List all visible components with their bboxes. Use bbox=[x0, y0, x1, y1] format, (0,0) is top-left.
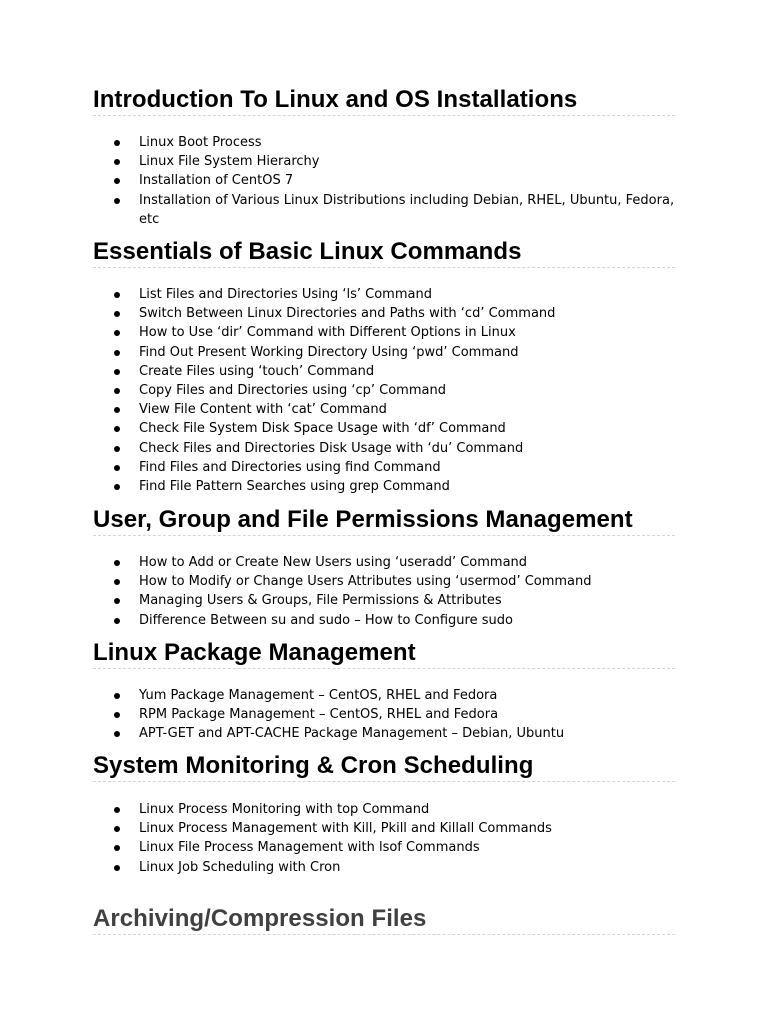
section-heading: System Monitoring & Cron Scheduling bbox=[93, 752, 534, 779]
bullet-list bbox=[93, 686, 675, 744]
bullet-icon bbox=[114, 865, 120, 871]
list-item-text: Yum Package Management – CentOS, RHEL and Fedora bbox=[139, 688, 498, 703]
bullet-icon bbox=[114, 330, 120, 336]
section-heading: Essentials of Basic Linux Commands bbox=[93, 238, 522, 265]
list-item-text: APT-GET and APT-CACHE Package Management – Debian, Ubuntu bbox=[139, 726, 565, 742]
heading-underline bbox=[93, 535, 675, 536]
bullet-list bbox=[93, 800, 675, 877]
section-heading: User, Group and File Permissions Management bbox=[93, 506, 633, 533]
list-item-text: Linux Process Monitoring with top Command bbox=[139, 802, 430, 817]
list-item-text: Check File System Disk Space Usage with ‘df’ Command bbox=[139, 421, 506, 437]
bullet-icon bbox=[114, 350, 120, 356]
section-package-management bbox=[93, 639, 675, 744]
section-permissions bbox=[93, 506, 675, 630]
list-item bbox=[93, 611, 675, 630]
bullet-list bbox=[93, 553, 675, 630]
list-item bbox=[93, 838, 675, 857]
list-item bbox=[93, 171, 675, 190]
list-item-text: List Files and Directories Using ‘ls’ Command bbox=[139, 287, 432, 302]
bullet-icon bbox=[114, 311, 120, 317]
list-item-text: View File Content with ‘cat’ Command bbox=[139, 402, 387, 418]
section-basic-commands bbox=[93, 238, 675, 496]
list-item bbox=[93, 800, 675, 819]
bullet-icon bbox=[114, 826, 120, 832]
list-item-text: Linux Boot Process bbox=[139, 135, 262, 150]
bullet-icon bbox=[114, 198, 120, 204]
list-item bbox=[93, 343, 675, 362]
list-item bbox=[93, 285, 675, 304]
list-item bbox=[93, 572, 675, 591]
list-item-text: Copy Files and Directories using ‘cp’ Command bbox=[139, 383, 446, 399]
bullet-icon bbox=[114, 712, 120, 718]
bullet-icon bbox=[114, 446, 120, 452]
list-item bbox=[93, 553, 675, 572]
bullet-icon bbox=[114, 369, 120, 375]
heading-underline bbox=[93, 267, 675, 268]
bullet-icon bbox=[114, 426, 120, 432]
bullet-list bbox=[93, 285, 675, 496]
section-monitoring-cron bbox=[93, 752, 675, 877]
section-heading: Linux Package Management bbox=[93, 639, 416, 666]
list-item bbox=[93, 133, 675, 152]
list-item-text: Find File Pattern Searches using grep Command bbox=[139, 479, 450, 495]
list-item-text: Find Files and Directories using find Command bbox=[139, 459, 441, 475]
bullet-icon bbox=[114, 731, 120, 737]
bullet-icon bbox=[114, 465, 120, 471]
heading-underline bbox=[93, 668, 675, 669]
bullet-icon bbox=[114, 560, 120, 566]
list-item-text: How to Use ‘dir’ Command with Different Options in Linux bbox=[139, 325, 516, 341]
bullet-icon bbox=[114, 178, 120, 184]
bullet-icon bbox=[114, 159, 120, 165]
bullet-icon bbox=[114, 388, 120, 394]
section-heading: Archiving/Compression Files bbox=[93, 905, 427, 932]
list-item-text: Managing Users & Groups, File Permissions & Attributes bbox=[139, 593, 502, 609]
heading-underline bbox=[93, 781, 675, 782]
bullet-icon bbox=[114, 292, 120, 298]
bullet-icon bbox=[114, 845, 120, 851]
bullet-icon bbox=[114, 618, 120, 624]
list-item bbox=[93, 323, 675, 342]
list-item-text: How to Modify or Change Users Attributes using ‘usermod’ Command bbox=[139, 574, 592, 590]
list-item-text: Switch Between Linux Directories and Paths with ‘cd’ Command bbox=[139, 306, 556, 322]
list-item bbox=[93, 591, 675, 610]
list-item-text: Linux Process Management with Kill, Pkill and Killall Commands bbox=[139, 821, 552, 837]
list-item-text: Linux File System Hierarchy bbox=[139, 154, 320, 170]
list-item bbox=[93, 458, 675, 477]
bullet-icon bbox=[114, 579, 120, 585]
bullet-list bbox=[93, 133, 675, 229]
heading-underline bbox=[93, 934, 675, 935]
bullet-icon bbox=[114, 807, 120, 813]
list-item bbox=[93, 400, 675, 419]
bullet-icon bbox=[114, 484, 120, 490]
list-item bbox=[93, 858, 675, 877]
heading-underline bbox=[93, 115, 675, 116]
section-archiving bbox=[93, 905, 675, 935]
list-item-text: Linux File Process Management with lsof Commands bbox=[139, 840, 480, 856]
list-item-text: Find Out Present Working Directory Using ‘pwd’ Command bbox=[139, 344, 519, 360]
list-item bbox=[93, 304, 675, 323]
list-item bbox=[93, 705, 675, 724]
list-item-text: Installation of Various Linux Distributions including Debian, RHEL, Ubuntu, Fedora, etc bbox=[139, 192, 675, 227]
list-item-text: Installation of CentOS 7 bbox=[139, 173, 294, 189]
list-item bbox=[93, 191, 675, 229]
bullet-icon bbox=[114, 598, 120, 604]
list-item-text: Check Files and Directories Disk Usage with ‘du’ Command bbox=[139, 440, 524, 456]
list-item bbox=[93, 724, 675, 743]
list-item-text: Difference Between su and sudo – How to Configure sudo bbox=[139, 612, 513, 628]
list-item-text: RPM Package Management – CentOS, RHEL and Fedora bbox=[139, 707, 499, 723]
list-item-text: Create Files using ‘touch’ Command bbox=[139, 363, 375, 379]
bullet-icon bbox=[114, 693, 120, 699]
list-item-text: How to Add or Create New Users using ‘useradd’ Command bbox=[139, 555, 528, 570]
list-item-text: Linux Job Scheduling with Cron bbox=[139, 859, 341, 875]
list-item bbox=[93, 419, 675, 438]
list-item bbox=[93, 152, 675, 171]
list-item bbox=[93, 686, 675, 705]
list-item bbox=[93, 362, 675, 381]
bullet-icon bbox=[114, 407, 120, 413]
list-item bbox=[93, 381, 675, 400]
section-heading: Introduction To Linux and OS Installations bbox=[93, 86, 578, 113]
bullet-icon bbox=[114, 140, 120, 146]
list-item bbox=[93, 477, 675, 496]
section-intro bbox=[93, 86, 675, 229]
list-item bbox=[93, 439, 675, 458]
list-item bbox=[93, 819, 675, 838]
